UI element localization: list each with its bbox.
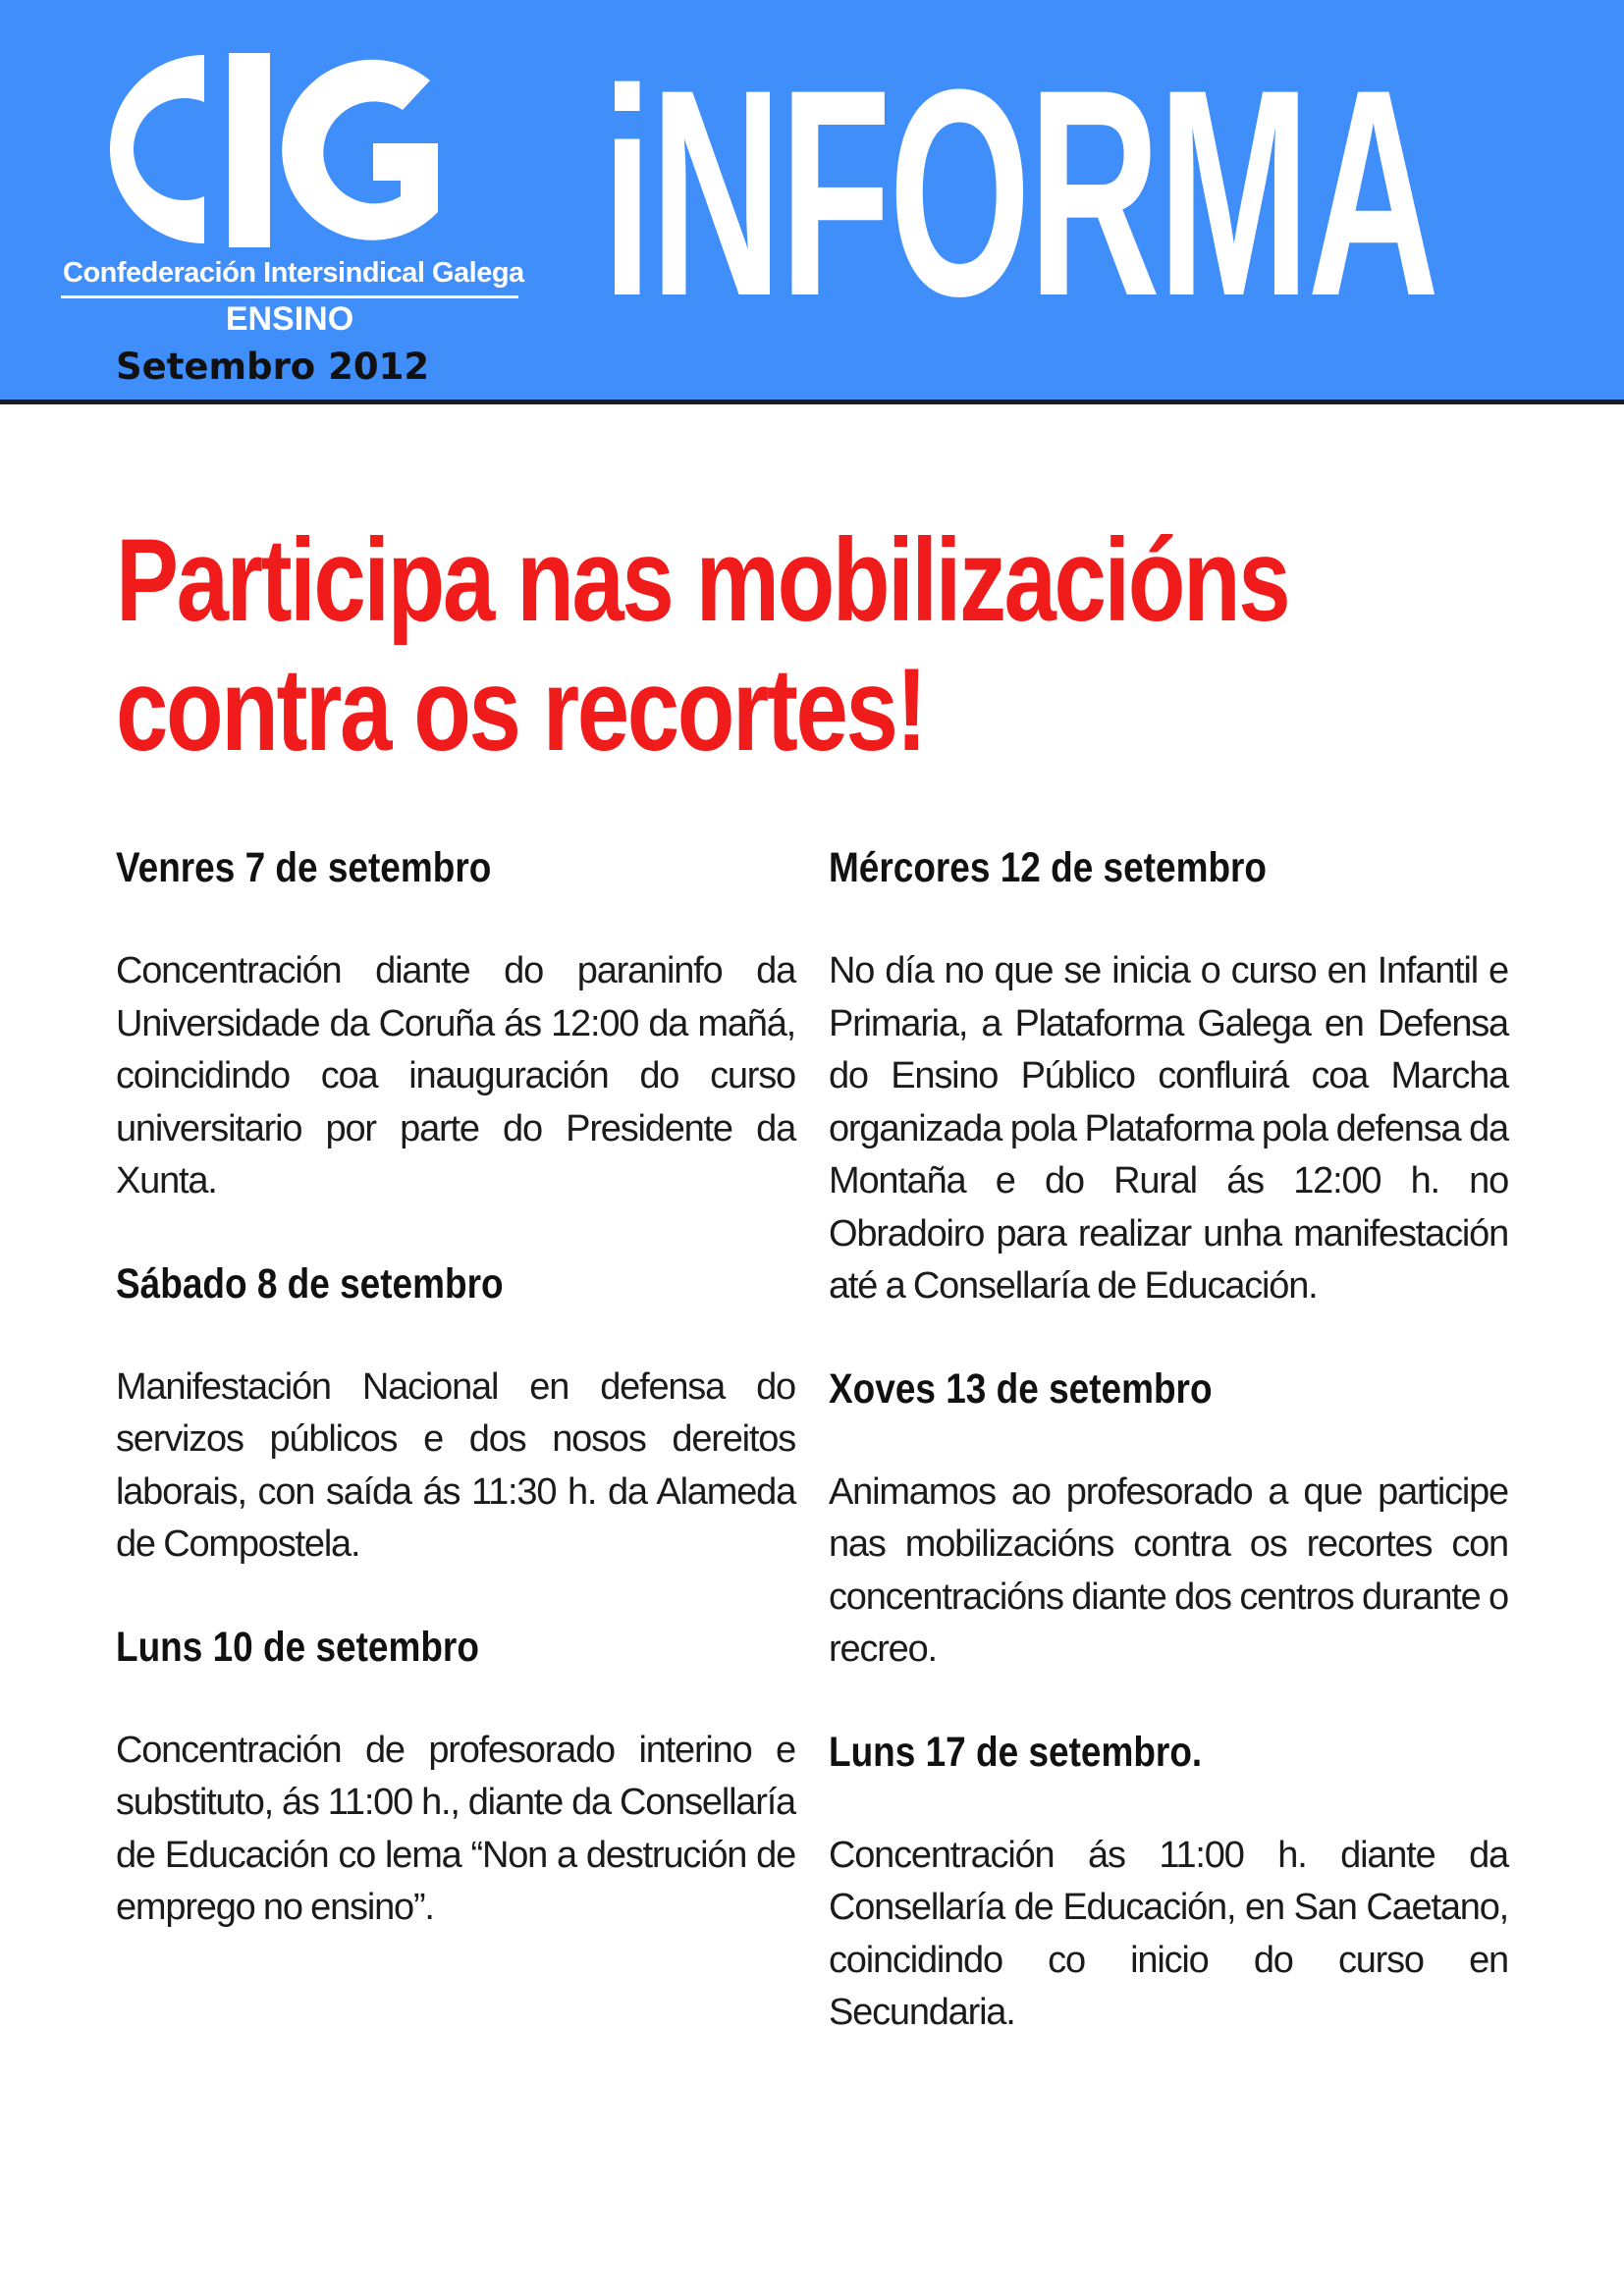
headline-line-1: Participa nas mobilizacións <box>116 514 1289 646</box>
event-description: Animamos ao profesorado a que participe nas mobilizacións contra os recortes con concentracións diante dos centros durante o recreo. <box>829 1470 1508 1670</box>
event-description: Concentración ás 11:00 h. diante da Consellaría de Educación, en San Caetano, coincidindo co inicio do curso en Secundaria. <box>829 1834 1508 2033</box>
event-item <box>829 1724 1508 2040</box>
event-item <box>116 1619 795 1935</box>
event-date-heading: Luns 17 de setembro. <box>829 1728 1203 1776</box>
events-column-right <box>829 839 1508 2087</box>
masthead-title: iNFORMA <box>602 27 1437 357</box>
events-column-left <box>116 839 795 1982</box>
org-name: Confederación Intersindical Galega <box>63 257 524 289</box>
event-item <box>116 839 795 1208</box>
cig-logo <box>106 47 469 253</box>
page-headline <box>116 515 1294 774</box>
event-description: No día no que se inicia o curso en Infantil e Primaria, a Plataforma Galega en Defensa do Ensino Público confluirá coa Marcha organizada pola Plataforma pola defensa da Montaña e do Rural ás 12:00 h. no Obradoiro para realizar unha manifestación até a Consellaría de Educación. <box>829 950 1508 1307</box>
event-item <box>829 839 1508 1313</box>
event-description: Manifestación Nacional en defensa do servizos públicos e dos nosos dereitos laborais, con saída ás 11:30 h. da Alameda de Compostela. <box>116 1365 795 1565</box>
org-name-divider <box>61 295 518 298</box>
event-description: Concentración de profesorado interino e substituto, ás 11:00 h., diante da Consellaría de Educación co lema “Non a destrución de emprego no ensino”. <box>116 1729 795 1928</box>
event-item <box>829 1361 1508 1677</box>
issue-date: Setembro 2012 <box>116 346 430 388</box>
event-item <box>116 1255 795 1572</box>
event-date-heading: Luns 10 de setembro <box>116 1623 479 1671</box>
headline-line-2: contra os recortes! <box>116 644 926 775</box>
event-description: Concentración diante do paraninfo da Universidade da Coruña ás 12:00 da mañá, coincidindo coa inauguración do curso universitario por parte do Presidente da Xunta. <box>116 950 795 1201</box>
masthead-banner <box>0 0 1624 404</box>
org-section: ENSINO <box>225 300 354 338</box>
event-date-heading: Mércores 12 de setembro <box>829 844 1268 891</box>
event-date-heading: Xoves 13 de setembro <box>829 1364 1213 1413</box>
event-date-heading: Venres 7 de setembro <box>116 844 492 891</box>
event-date-heading: Sábado 8 de setembro <box>116 1259 504 1308</box>
